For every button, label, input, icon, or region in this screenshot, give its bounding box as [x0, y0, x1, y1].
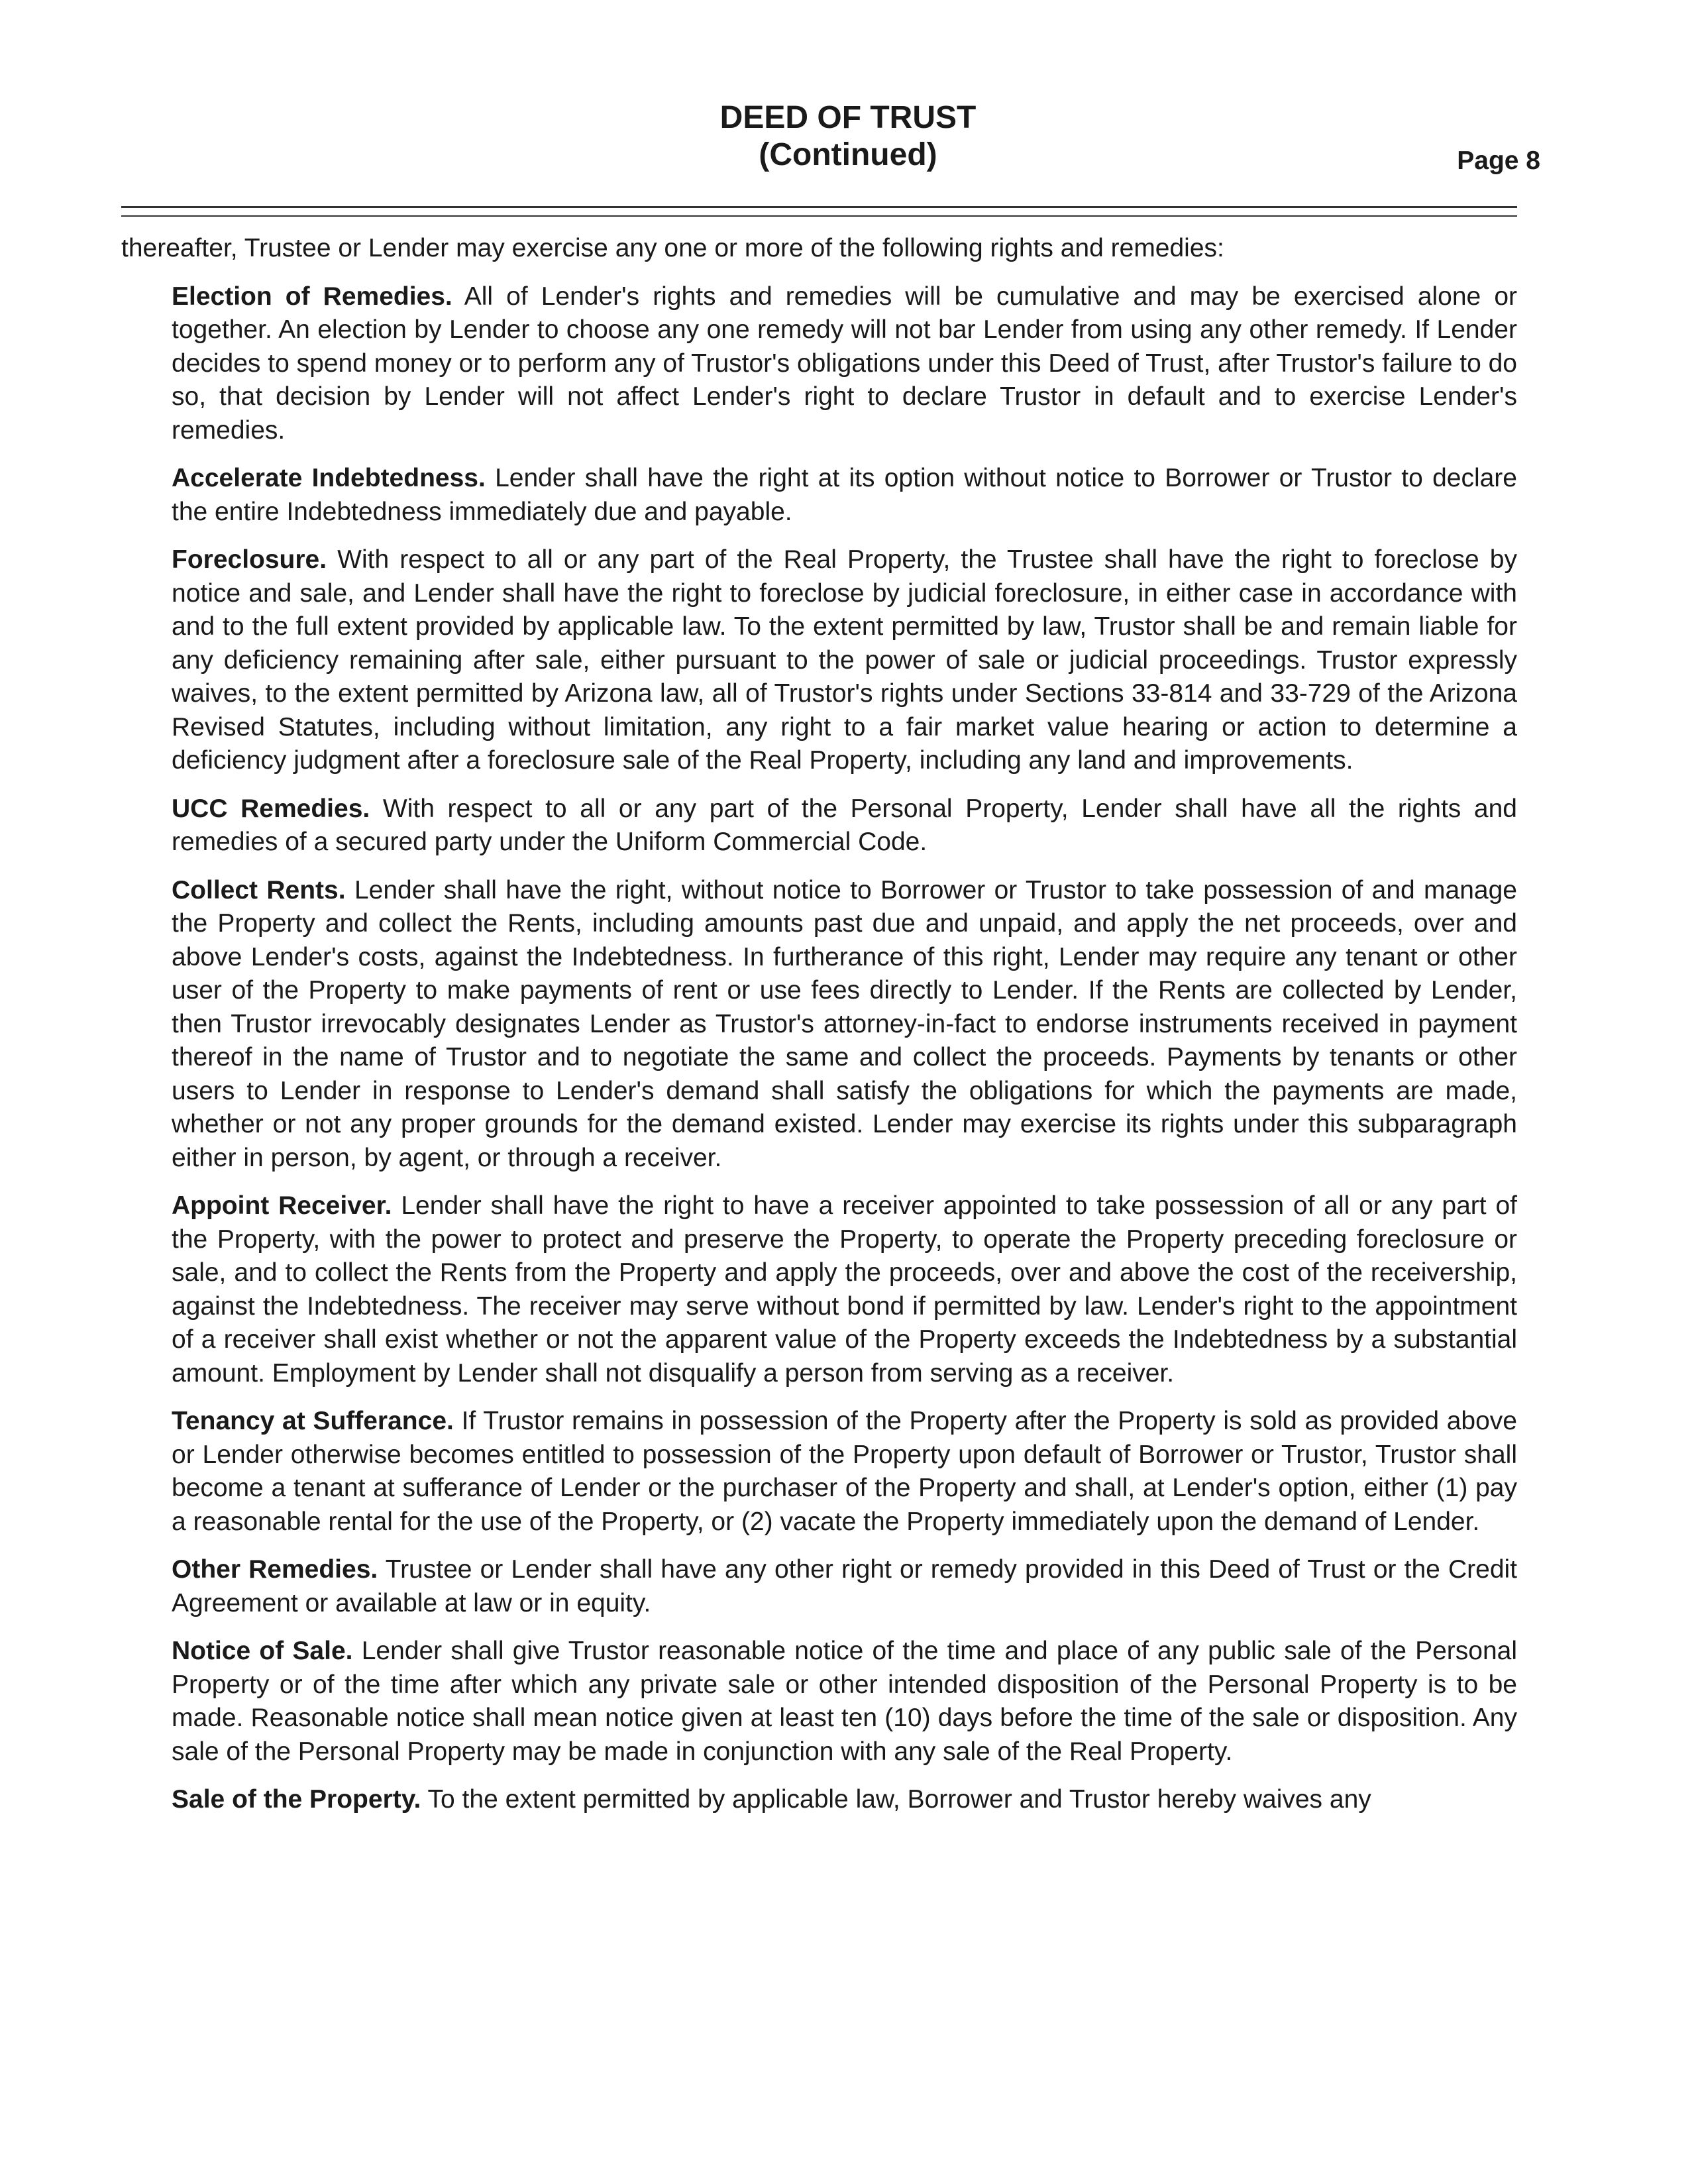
section-heading: Sale of the Property.: [172, 1785, 421, 1814]
section-text: Trustee or Lender shall have any other right or remedy provided in this Deed of Trust or the Credit Agreement or available at law or in equity.: [172, 1555, 1518, 1617]
section-appoint-receiver: [172, 1189, 1517, 1390]
remedies-list: [172, 280, 1517, 1817]
section-text: Lender shall have the right to have a receiver appointed to take possession of all or any part of the Property, with the power to protect and preserve the Property, to operate the Property preceding foreclosure or sale, and to collect the Rents from the Property and apply the proceeds, over and above the cost of the receivership, against the Indebtedness. The receiver may serve without bond if permitted by law. Lender's right to the appointment of a receiver shall exist whether or not the apparent value of the Property exceeds the Indebtedness by a substantial amount. Employment by Lender shall not disqualify a person from serving as a receiver.: [172, 1191, 1517, 1388]
document-subtitle: (Continued): [759, 137, 937, 172]
section-heading: Election of Remedies.: [172, 282, 452, 311]
section-text: If Trustor remains in possession of the Property after the Property is sold as provided above or Lender otherwise becomes entitled to possession of the Property upon default of Borrower or Trustor, Trustor shall become a tenant at sufferance of Lender or the purchaser of the Property and shall, at Lender's option, either (1) pay a reasonable rental for the use of the Property, or (2) vacate the Property immediately upon the demand of Lender.: [172, 1407, 1517, 1536]
document-header: [0, 99, 1696, 174]
section-text: Lender shall give Trustor reasonable notice of the time and place of any public sale of the Personal Property or of the time after which any private sale or other intended disposition of the Personal Property is to be made. Reasonable notice shall mean notice given at least ten (10) days before the time of the sale or disposition. Any sale of the Personal Property may be made in conjunction with any sale of the Real Property.: [172, 1637, 1518, 1766]
section-text: Lender shall have the right, without notice to Borrower or Trustor to take possession of and manage the Property and collect the Rents, including amounts past due and unpaid, and apply the net proceeds, over and above Lender's costs, against the Indebtedness. In furtherance of this right, Lender may require any tenant or other user of the Property to make payments of rent or use fees directly to Lender. If the Rents are collected by Lender, then Trustor irrevocably designates Lender as Trustor's attorney-in-fact to endorse instruments received in payment thereof in the name of Trustor and to negotiate the same and collect the proceeds. Payments by tenants or other users to Lender in response to Lender's demand shall satisfy the obligations for which the payments are made, whether or not any proper grounds for the demand existed. Lender may exercise its rights under this subparagraph either in person, by agent, or through a receiver.: [172, 875, 1517, 1172]
section-accelerate-indebtedness: [172, 462, 1517, 529]
section-ucc-remedies: [172, 792, 1517, 859]
section-heading: Accelerate Indebtedness.: [172, 464, 486, 492]
section-notice-of-sale: [172, 1635, 1517, 1769]
header-rule-top: [121, 206, 1517, 208]
section-tenancy-at-sufferance: [172, 1405, 1517, 1539]
section-heading: Other Remedies.: [172, 1555, 378, 1584]
section-heading: Foreclosure.: [172, 545, 327, 574]
section-heading: Tenancy at Sufferance.: [172, 1407, 454, 1435]
section-collect-rents: [172, 874, 1517, 1175]
intro-paragraph: thereafter, Trustee or Lender may exercise any one or more of the following rights and remedies:: [121, 234, 1224, 262]
document-title: DEED OF TRUST: [719, 100, 977, 135]
section-heading: UCC Remedies.: [172, 794, 370, 823]
section-text: With respect to all or any part of the Personal Property, Lender shall have all the rights and remedies of a secured party under the Uniform Commercial Code.: [172, 794, 1517, 856]
page-number: Page 8: [1457, 146, 1540, 175]
section-text: Lender shall have the right at its option without notice to Borrower or Trustor to declare the entire Indebtedness immediately due and payable.: [172, 464, 1517, 526]
section-foreclosure: [172, 543, 1517, 778]
section-heading: Appoint Receiver.: [172, 1191, 392, 1220]
section-text: To the extent permitted by applicable law, Borrower and Trustor hereby waives any: [427, 1785, 1371, 1814]
section-election-of-remedies: [172, 280, 1517, 448]
document-body: [121, 232, 1517, 1831]
section-other-remedies: [172, 1553, 1517, 1620]
section-sale-of-the-property: [172, 1783, 1517, 1817]
section-heading: Collect Rents.: [172, 875, 346, 904]
section-text: All of Lender's rights and remedies will be cumulative and may be exercised alone or together. An election by Lender to choose any one remedy will not bar Lender from using any other remedy. If Lender decides to spend money or to perform any of Trustor's obligations under this Deed of Trust, after Trustor's failure to do so, that decision by Lender will not affect Lender's right to declare Trustor in default and to exercise Lender's remedies.: [172, 282, 1517, 445]
section-heading: Notice of Sale.: [172, 1637, 353, 1665]
header-rule-bottom: [121, 215, 1517, 217]
section-text: With respect to all or any part of the Real Property, the Trustee shall have the right to foreclose by notice and sale, and Lender shall have the right to foreclose by judicial foreclosure, in either case in accordance with and to the full extent provided by applicable law. To the extent permitted by law, Trustor shall be and remain liable for any deficiency remaining after sale, either pursuant to the power of sale or judicial proceedings. Trustor expressly waives, to the extent permitted by Arizona law, all of Trustor's rights under Sections 33-814 and 33-729 of the Arizona Revised Statutes, including without limitation, any right to a fair market value hearing or action to determine a deficiency judgment after a foreclosure sale of the Real Property, including any land and improvements.: [172, 545, 1517, 775]
